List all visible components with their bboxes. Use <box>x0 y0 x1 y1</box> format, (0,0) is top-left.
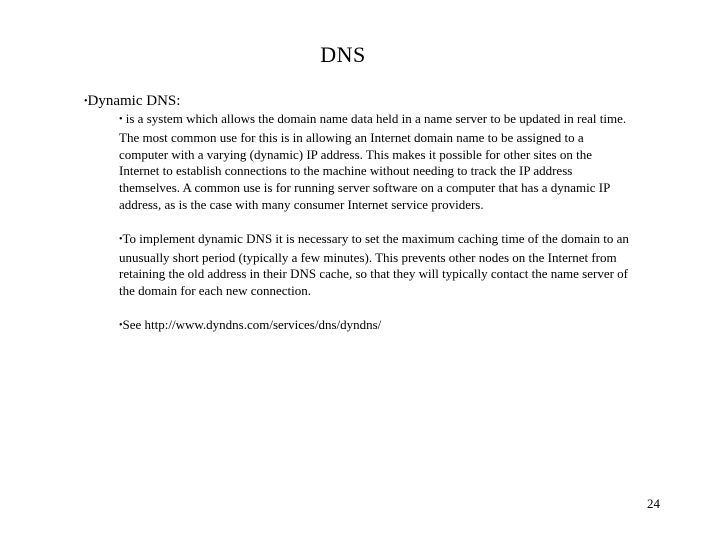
sub-bullet-definition <box>119 111 629 214</box>
sub-bullet-text: is a system which allows the domain name data held in a name server to be updated in real time. The most common use for this is in allowing an Internet domain name to be assigned to a computer with a varying (dynamic) IP address. This makes it possible for other sites on the Internet to establish connections to the machine without needing to track the IP address themselves. A common use is for running server software on a computer that has a dynamic IP address, as is the case with many consumer Internet service providers. <box>119 111 627 212</box>
top-bullet-text: Dynamic DNS: <box>87 93 181 109</box>
bullet-icon: • <box>119 233 123 245</box>
sub-bullet-reference-link <box>119 317 629 336</box>
bullet-icon: • <box>119 114 123 125</box>
sub-bullet-text: See http://www.dyndns.com/services/dns/dyndns/ <box>122 316 382 332</box>
sub-bullet-implementation <box>119 231 629 300</box>
slide-title: DNS <box>320 42 366 67</box>
page-number: 24 <box>647 496 660 511</box>
top-level-bullet <box>84 92 180 112</box>
bullet-icon: • <box>119 319 123 331</box>
bullet-icon: • <box>84 96 88 107</box>
sub-bullet-list <box>119 111 629 353</box>
sub-bullet-text: To implement dynamic DNS it is necessary to set the maximum caching time of the domain to an unusually short period (typically a few minutes). This prevents other nodes on the Internet from retaining the old address in their DNS cache, so that they will typically contact the name server of the domain for each new connection. <box>119 230 629 299</box>
